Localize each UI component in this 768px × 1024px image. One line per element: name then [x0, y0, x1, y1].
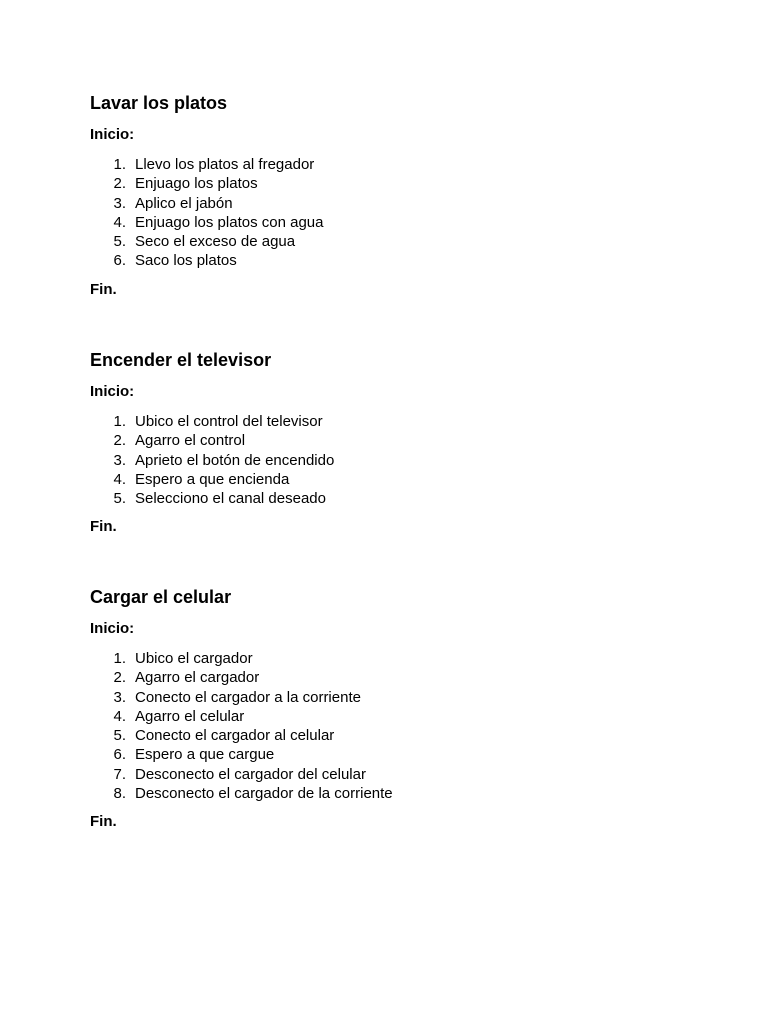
section-title: Cargar el celular [90, 587, 232, 607]
step-number: 5. [113, 727, 126, 745]
step-number: 5. [113, 490, 126, 508]
step-number: 3. [113, 688, 126, 706]
end-label: Fin. [90, 280, 117, 298]
end-label: Fin. [90, 813, 117, 831]
step-text: Conecto el cargador a la corriente [135, 688, 361, 706]
end-label: Fin. [90, 518, 117, 536]
list-item [90, 707, 690, 726]
step-number: 1. [113, 413, 126, 430]
list-item [90, 649, 690, 668]
step-text: Enjuago los platos con agua [135, 213, 324, 231]
section-encender-televisor [90, 349, 690, 536]
list-item [90, 431, 690, 450]
step-text: Seco el exceso de agua [135, 233, 296, 251]
step-text: Llevo los platos al fregador [135, 156, 315, 173]
list-item [90, 451, 690, 470]
steps-list [90, 412, 690, 508]
step-number: 4. [113, 470, 126, 488]
step-number: 6. [113, 252, 126, 270]
start-label: Inicio: [90, 383, 135, 400]
step-text: Espero a que cargue [135, 746, 275, 764]
list-item [90, 726, 690, 745]
step-text: Desconecto el cargador del celular [135, 765, 366, 783]
steps-list [90, 649, 690, 803]
step-text: Ubico el control del televisor [135, 413, 323, 430]
step-number: 2. [113, 175, 126, 193]
list-item [90, 174, 690, 193]
section-title: Encender el televisor [90, 350, 272, 370]
step-text: Agarro el celular [135, 707, 245, 725]
step-text: Conecto el cargador al celular [135, 727, 335, 745]
list-item [90, 194, 690, 213]
step-number: 3. [113, 451, 126, 469]
start-label: Inicio: [90, 620, 135, 637]
list-item [90, 745, 690, 764]
step-number: 8. [113, 785, 126, 803]
step-text: Agarro el cargador [135, 669, 260, 687]
step-text: Espero a que encienda [135, 470, 290, 488]
list-item [90, 668, 690, 687]
list-item [90, 232, 690, 251]
step-text: Saco los platos [135, 252, 237, 270]
step-text: Enjuago los platos [135, 175, 258, 193]
step-number: 2. [113, 432, 126, 450]
step-number: 1. [113, 650, 126, 667]
list-item [90, 489, 690, 508]
step-text: Selecciono el canal deseado [135, 490, 326, 508]
step-text: Aplico el jabón [135, 194, 233, 212]
step-number: 1. [113, 156, 126, 173]
section-lavar-platos [90, 92, 690, 299]
list-item [90, 251, 690, 270]
step-text: Agarro el control [135, 432, 246, 450]
list-item [90, 784, 690, 803]
step-number: 4. [113, 707, 126, 725]
list-item [90, 688, 690, 707]
step-number: 6. [113, 746, 126, 764]
step-text: Aprieto el botón de encendido [135, 451, 335, 469]
step-number: 5. [113, 233, 126, 251]
list-item [90, 155, 690, 174]
step-text: Desconecto el cargador de la corriente [135, 785, 393, 803]
list-item [90, 213, 690, 232]
start-label: Inicio: [90, 126, 135, 143]
step-number: 7. [113, 765, 126, 783]
list-item [90, 412, 690, 431]
section-title: Lavar los platos [90, 93, 228, 113]
step-number: 4. [113, 213, 126, 231]
section-cargar-celular [90, 586, 690, 831]
step-number: 2. [113, 669, 126, 687]
steps-list [90, 155, 690, 271]
list-item [90, 470, 690, 489]
step-number: 3. [113, 194, 126, 212]
list-item [90, 765, 690, 784]
step-text: Ubico el cargador [135, 650, 253, 667]
